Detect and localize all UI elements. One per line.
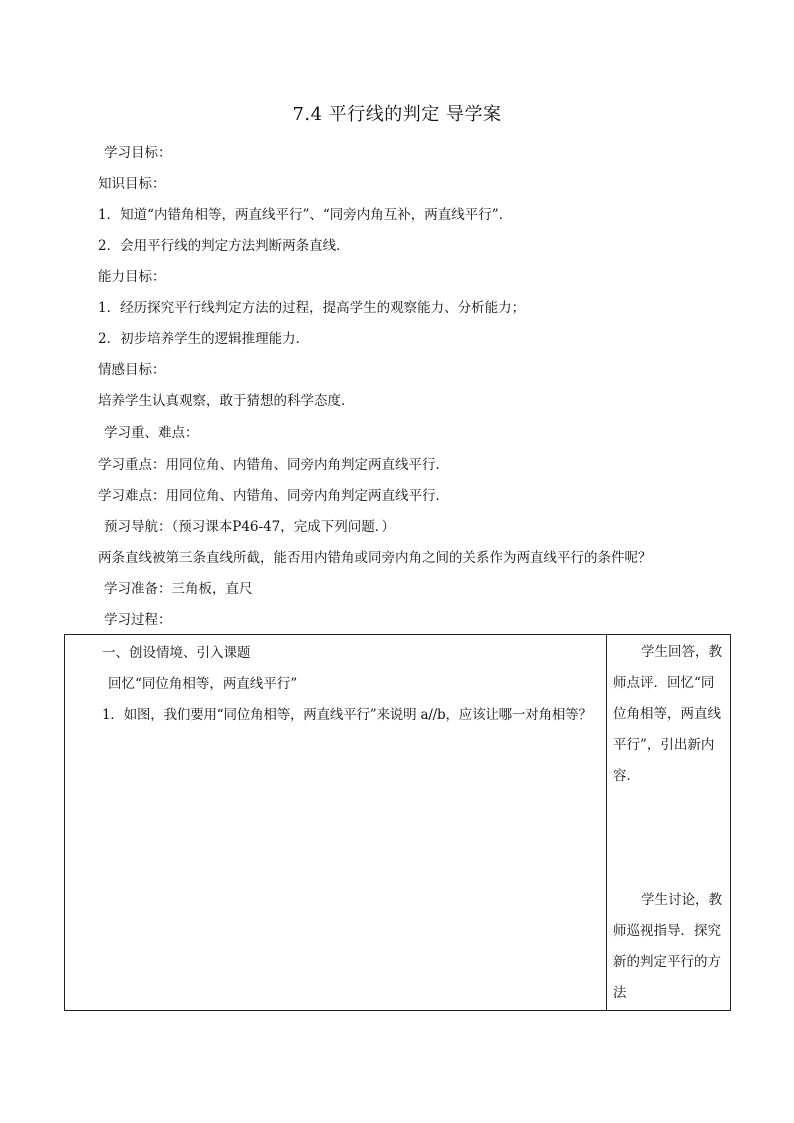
teacher-note-1: 学生回答，教师点评．回忆“同位角相等，两直线平行”，引出新内容． bbox=[613, 644, 722, 784]
teacher-note-cell bbox=[607, 635, 731, 1011]
emotion-heading: 情感目标： bbox=[98, 362, 166, 378]
preview-heading: 预习导航：（预习课本P46-47，完成下列问题．） bbox=[104, 519, 396, 535]
objectives-heading: 学习目标： bbox=[104, 145, 172, 161]
knowledge-item-2: 2．会用平行线的判定方法判断两条直线． bbox=[98, 238, 350, 254]
prep-line: 学习准备：三角板，直尺 bbox=[104, 581, 253, 597]
activity-line-1: 一、创设情境、引入课题 bbox=[102, 645, 251, 661]
preview-question: 两条直线被第三条直线所截，能否用内错角或同旁内角之间的关系作为两直线平行的条件呢？ bbox=[98, 550, 652, 566]
teacher-note-2: 学生讨论，教师巡视指导．探究新的判定平行的方法 bbox=[613, 892, 722, 1001]
activity-cell bbox=[65, 635, 607, 1011]
ability-heading: 能力目标： bbox=[98, 269, 166, 285]
process-heading: 学习过程： bbox=[104, 612, 172, 628]
knowledge-item-1: 1．知道“内错角相等，两直线平行”、“同旁内角互补，两直线平行”． bbox=[98, 207, 513, 223]
process-table bbox=[64, 634, 731, 1011]
key-point: 学习重点：用同位角、内错角、同旁内角判定两直线平行． bbox=[98, 457, 449, 473]
difficulty: 学习难点：用同位角、内错角、同旁内角判定两直线平行． bbox=[98, 488, 449, 504]
knowledge-heading: 知识目标： bbox=[98, 176, 166, 192]
page-title: 7.4 平行线的判定 导学案 bbox=[292, 104, 502, 125]
table-row bbox=[65, 635, 731, 1011]
activity-line-3: 1．如图，我们要用“同位角相等，两直线平行”来说明 a//b，应该让哪一对角相等？ bbox=[102, 707, 592, 723]
emotion-item-1: 培养学生认真观察，敢于猜想的科学态度． bbox=[98, 393, 355, 409]
keypoints-heading: 学习重、难点： bbox=[104, 425, 199, 441]
activity-line-2: 回忆“同位角相等，两直线平行” bbox=[108, 676, 298, 692]
ability-item-1: 1．经历探究平行线判定方法的过程，提高学生的观察能力、分析能力； bbox=[98, 300, 526, 316]
ability-item-2: 2．初步培养学生的逻辑推理能力． bbox=[98, 331, 310, 347]
